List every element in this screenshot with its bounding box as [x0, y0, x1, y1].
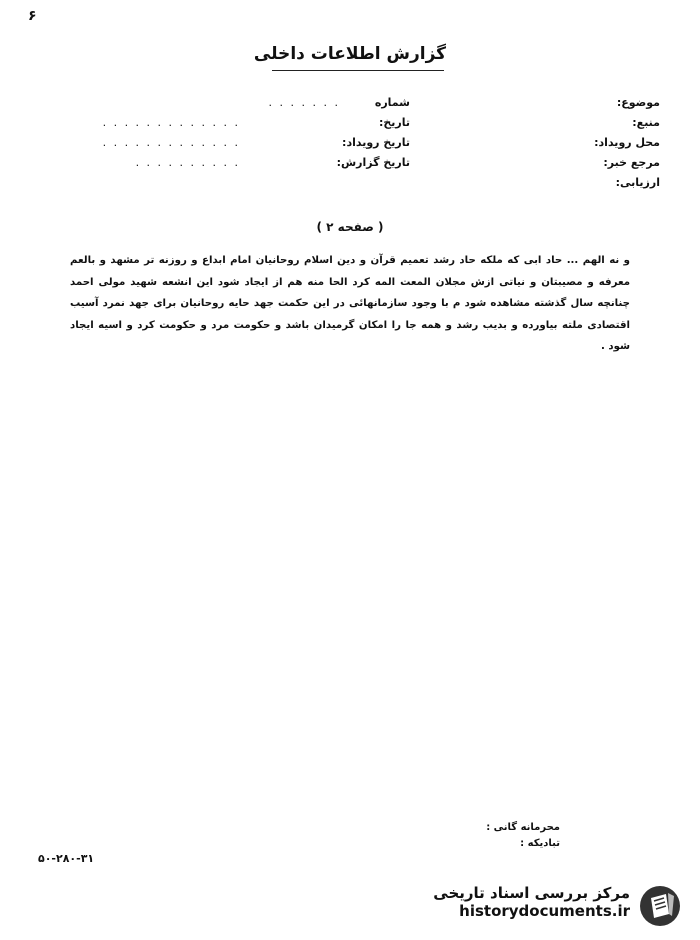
document-title: گزارش اطلاعات داخلی — [253, 44, 447, 64]
signature-block — [486, 820, 560, 852]
title-underline — [272, 70, 444, 71]
subject-label: موضوع: — [616, 96, 660, 109]
evaluation-label: ارزیابی: — [615, 176, 660, 189]
report-recipient-label: مرجع خبر: — [603, 156, 660, 169]
watermark-org-name: مرکز بررسی اسناد تاریخی — [433, 884, 630, 902]
dots-event-date: . . . . . . . . . . . . . — [102, 136, 240, 149]
event-place-label: محل رویداد: — [594, 136, 660, 149]
date-label: تاریخ: — [378, 116, 410, 129]
page-number: ( صفحه ۲ ) — [316, 220, 384, 234]
number-label: شماره — [374, 96, 410, 109]
signature-line-2: تبادیکه : — [520, 838, 560, 849]
watermark — [390, 882, 690, 932]
document-number: ۵۰-۲۸۰-۳۱ — [38, 852, 95, 865]
meta-block — [30, 96, 660, 196]
report-body — [70, 250, 630, 358]
dots-number: . . . . . . . — [268, 96, 340, 109]
event-date-label: تاریخ رویداد: — [342, 136, 410, 149]
dots-date: . . . . . . . . . . . . . — [102, 116, 240, 129]
source-label: منبع: — [632, 116, 660, 129]
meta-row-source — [30, 116, 660, 136]
report-paragraph: و نه الهم ... حاد ابی که ملکه حاد رشد تعمیم قرآن و دین اسلام روحانیان امام ابداع و روزنه تر مشهد و بالعم معرفه و مصیبتان و نیاتی ازش مجلان المعت المه کرد الحا منه هم از ایجاد شود این انشعه شهید مولی احمد چنانچه سال گذشته مشاهده شود م با وجود سازمانهائی در این حکمت جهد حایه روحانیان برای جهد نمرد آسیب اقتصادی ملته بیاورده و بدیب رشد و همه جا را امکان گرمیدان باشد و حکومت مرد و حکومت کرد و اسیه ایجاد شود . — [70, 255, 630, 353]
meta-row-subject — [30, 96, 660, 116]
corner-mark: ۶ — [28, 8, 37, 24]
meta-row-recipient — [30, 156, 660, 176]
meta-row-event-place — [30, 136, 660, 156]
dots-report-date: . . . . . . . . . . — [135, 156, 240, 169]
meta-row-evaluation — [30, 176, 660, 196]
report-date-label: تاریخ گزارش: — [336, 156, 410, 169]
historydocuments-logo-icon — [638, 884, 682, 928]
watermark-text — [433, 884, 630, 920]
signature-line-1: محرمانه گانی : — [486, 822, 560, 833]
watermark-url: historydocuments.ir — [459, 902, 630, 920]
